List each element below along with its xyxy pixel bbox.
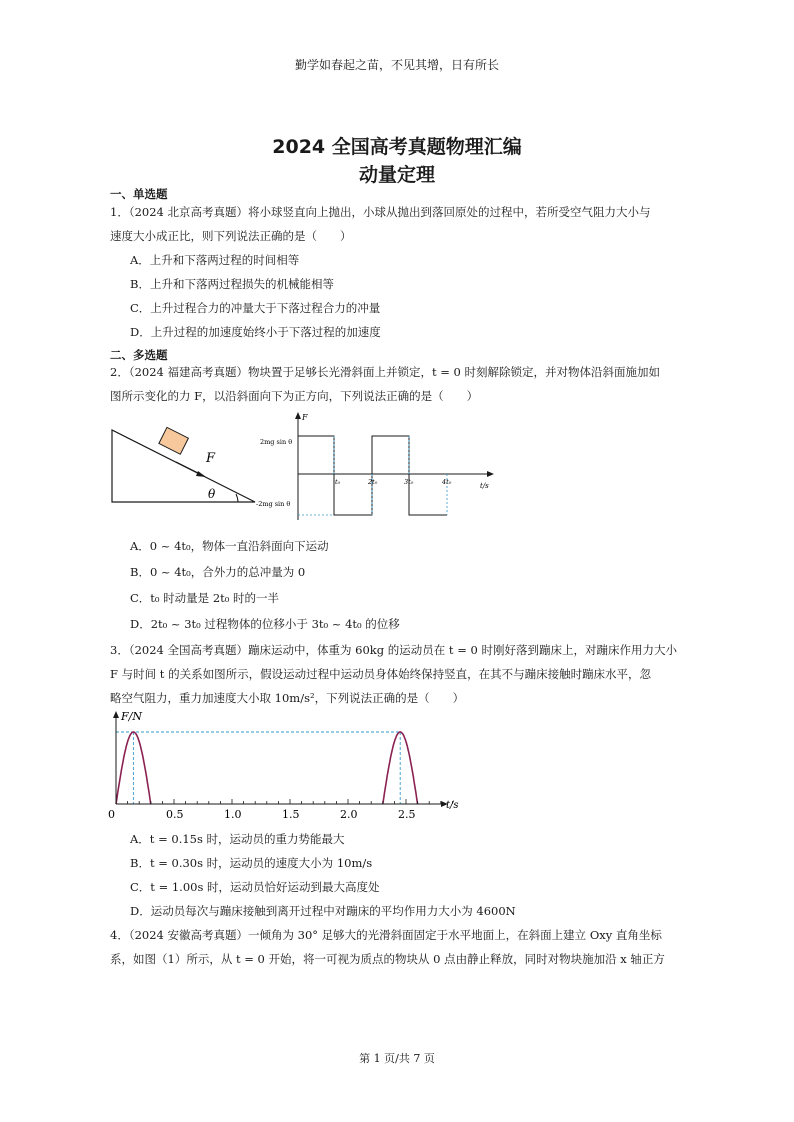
q3-option-a: A．t = 0.15s 时，运动员的重力势能最大 [130, 832, 345, 846]
q1-stem-line2: 速度大小成正比，则下列说法正确的是（ ） [110, 229, 352, 243]
x-axis-arrowhead [487, 471, 494, 477]
q1-option-a: A．上升和下落两过程的时间相等 [130, 253, 300, 267]
y-axis-label: F [302, 413, 308, 422]
q3-option-b: B．t = 0.30s 时，运动员的速度大小为 10m/s [130, 856, 373, 870]
q3-option-c: C．t = 1.00s 时，运动员恰好运动到最大高度处 [130, 880, 380, 894]
trampoline-force-graph [104, 708, 474, 826]
x-tick-label: 1.0 [224, 808, 242, 821]
q1-stem-line1: 1．（2024 北京高考真题）将小球竖直向上抛出，小球从抛出到落回原处的过程中，若所受空气阻力大小与 [110, 205, 651, 219]
tick-2t0: 2t₀ [368, 478, 378, 486]
negative-force-label: -2mg sin θ [256, 500, 291, 508]
q1-option-d: D．上升过程的加速度始终小于下落过程的加速度 [130, 325, 381, 339]
positive-force-label: 2mg sin θ [260, 438, 293, 446]
document-subtitle: 动量定理 [358, 164, 435, 186]
q2-stem-line1: 2．（2024 福建高考真题）物块置于足够长光滑斜面上并锁定，t = 0 时刻解除锁定，并对物体沿斜面施加如 [110, 365, 661, 379]
q2-option-d: D．2t₀ ~ 3t₀ 过程物体的位移小于 3t₀ ~ 4t₀ 的位移 [130, 617, 400, 631]
x-tick-label: 2.0 [340, 808, 358, 821]
tick-3t0: 3t₀ [404, 478, 414, 486]
square-wave [298, 436, 447, 515]
incline-figure [110, 420, 260, 510]
force-label: F [206, 451, 216, 466]
y-axis-arrowhead [295, 412, 301, 419]
section-heading-single-choice: 一、单选题 [110, 187, 168, 201]
q2-option-b: B．0 ~ 4t₀，合外力的总冲量为 0 [130, 565, 306, 579]
x-tick-label: 1.5 [282, 808, 300, 821]
x-axis-label: t/s [480, 482, 489, 490]
q1-option-b: B．上升和下落两过程损失的机械能相等 [130, 277, 334, 291]
x-axis-label: t/s [446, 800, 459, 811]
y-axis-label: F/N [121, 710, 142, 723]
document-title: 2024 全国高考真题物理汇编 [272, 136, 522, 158]
angle-label: θ [208, 487, 216, 501]
q4-stem-line2: 系，如图（1）所示，从 t = 0 开始，将一可视为质点的物块从 0 点由静止释放，同时对物块施加沿 x 轴正方 [110, 952, 665, 966]
x-tick-label: 0 [108, 808, 115, 821]
peak-guide-lines [116, 732, 400, 804]
force-time-graph [254, 410, 504, 522]
x-tick-label: 0.5 [166, 808, 184, 821]
block-on-incline [159, 427, 189, 454]
force-arrowhead [196, 471, 206, 477]
page-header-motto: 勤学如春起之苗，不见其增，日有所长 [294, 58, 499, 72]
q4-stem-line1: 4．（2024 安徽高考真题）一倾角为 30° 足够大的光滑斜面固定于水平地面上，在斜面上建立 Oxy 直角坐标 [110, 928, 662, 942]
q2-option-c: C．t₀ 时动量是 2t₀ 时的一半 [130, 591, 280, 605]
page-footer: 第 1 页/共 7 页 [359, 1052, 435, 1065]
q2-stem-line2: 图所示变化的力 F，以沿斜面向下为正方向，下列说法正确的是（ ） [110, 389, 479, 403]
y-axis-arrowhead [113, 711, 119, 718]
q3-option-d: D．运动员每次与蹦床接触到离开过程中对蹦床的平均作用力大小为 4600N [130, 904, 516, 918]
x-tick-label: 2.5 [398, 808, 416, 821]
angle-arc [236, 494, 238, 502]
section-heading-multiple-choice: 二、多选题 [110, 348, 168, 362]
q3-stem-line1: 3．（2024 全国高考真题）蹦床运动中，体重为 60kg 的运动员在 t = 0 时刚好落到蹦床上，对蹦床作用力大小 [110, 643, 677, 657]
q3-stem-line3: 略空气阻力，重力加速度大小取 10m/s²，下列说法正确的是（ ） [110, 691, 465, 705]
q1-option-c: C．上升过程合力的冲量大于下落过程合力的冲量 [130, 301, 381, 315]
q2-option-a: A．0 ~ 4t₀，物体一直沿斜面向下运动 [130, 539, 329, 553]
tick-4t0: 4t₀ [442, 478, 452, 486]
tick-t0: t₀ [335, 478, 341, 486]
q3-stem-line2: F 与时间 t 的关系如图所示，假设运动过程中运动员身体始终保持竖直，在其不与蹦床接触时蹦床水平，忽 [110, 667, 652, 681]
